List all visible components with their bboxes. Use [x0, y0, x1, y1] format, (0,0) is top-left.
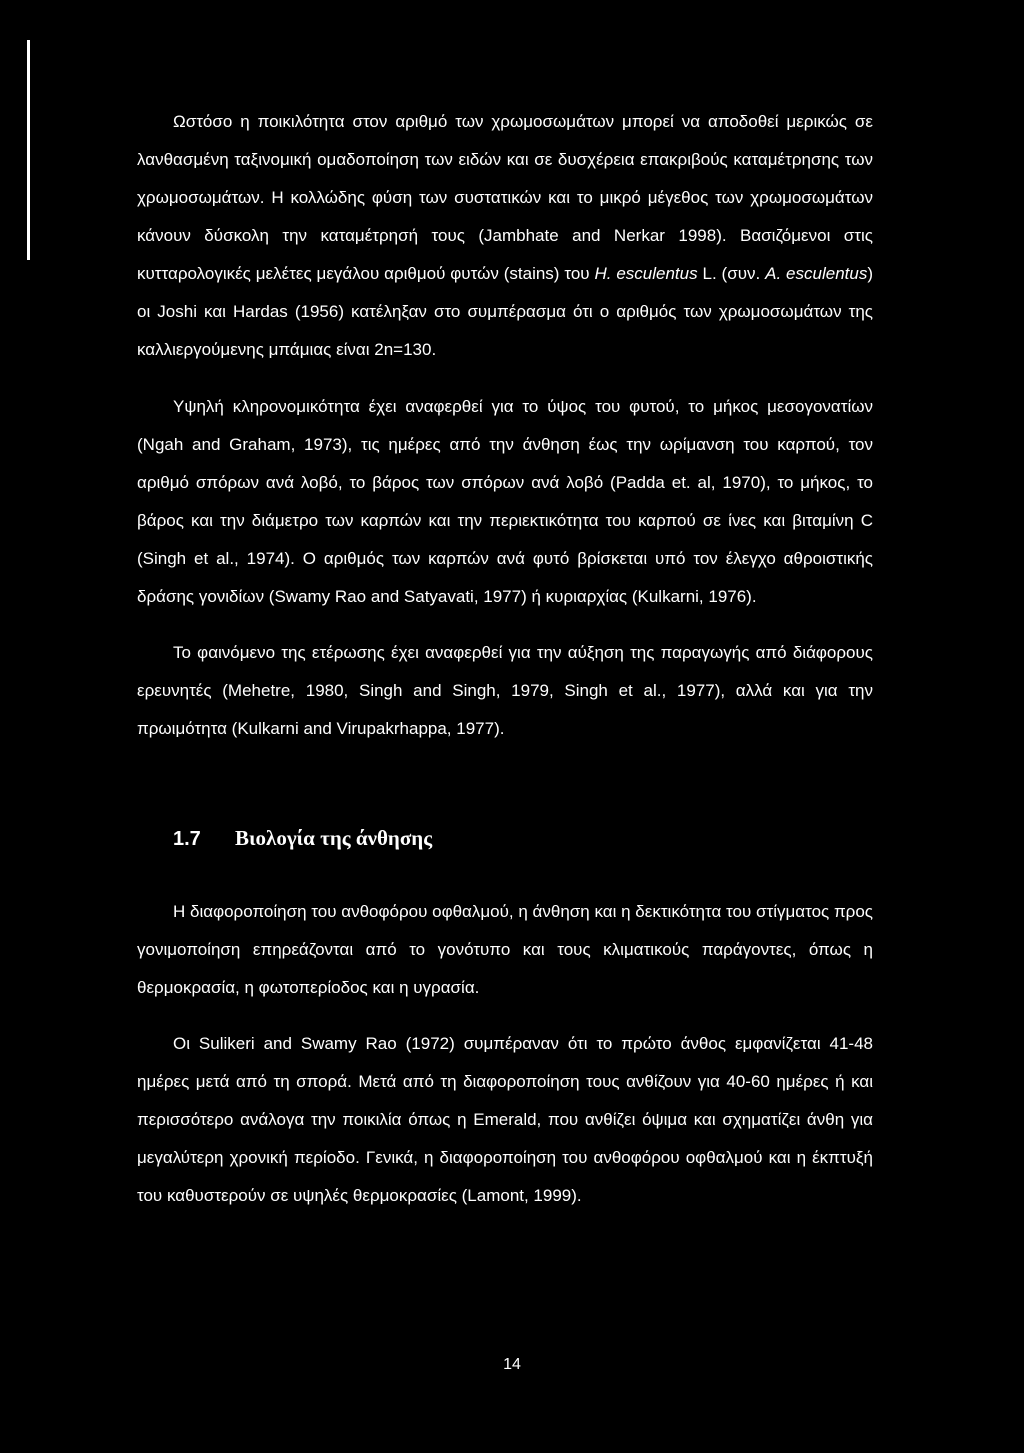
- text-run: Το φαινόμενο της ετέρωσης έχει αναφερθεί για την αύξηση της παραγωγής από διάφορους ερευνητές (Mehetre, 1980, Singh and Singh, 1979, Singh et al., 1977), αλλά και για την πρωιμότητα (Kulkarni and Virupakrhappa, 1977).: [137, 643, 873, 738]
- species-name-italic: H. esculentus: [594, 264, 698, 283]
- scan-edge-line: [27, 40, 30, 260]
- paragraph-first-flower: [137, 1025, 873, 1215]
- section-number: 1.7: [173, 828, 201, 850]
- text-run: Η διαφοροποίηση του ανθοφόρου οφθαλμού, η άνθηση και η δεκτικότητα του στίγματος προς γονιμοποίηση επηρεάζονται από το γονότυπο και τους κλιματικούς παράγοντες, όπως η θερμοκρασία, η φωτοπερίοδος και η υγρασία.: [137, 902, 873, 997]
- paragraph-heritability: [137, 388, 873, 616]
- text-run: L. (συν.: [697, 264, 766, 283]
- section-heading: [137, 818, 873, 859]
- paragraph-heterosis: [137, 634, 873, 748]
- section-title: Βιολογία της άνθησης: [235, 826, 433, 850]
- paragraph-flower-differentiation: [137, 893, 873, 1007]
- text-run: Ωστόσο η ποικιλότητα στον αριθμό των χρωμοσωμάτων μπορεί να αποδοθεί μερικώς σε λανθασμένη ταξινομική ομαδοποίηση των ειδών και σε δυσχέρεια επακριβούς καταμέτρησης των χρωμοσωμάτων. Η κολλώδης φύση των συστατικών και το μικρό μέγεθος των χρωμοσωμάτων κάνουν δύσκολη την καταμέτρησή τους (Jambhate and Nerkar 1998). Βασιζόμενοι στις κυτταρολογικές μελέτες μεγάλου αριθμού φυτών (stains) του: [137, 112, 873, 283]
- page-number: 14: [503, 1356, 521, 1373]
- species-name-italic: A. esculentus: [765, 264, 868, 283]
- page-body: [137, 103, 873, 1215]
- text-run: Υψηλή κληρονομικότητα έχει αναφερθεί για το ύψος του φυτού, το μήκος μεσογονατίων (Ngah and Graham, 1973), τις ημέρες από την άνθηση έως την ωρίμανση του καρπού, τον αριθμό σπόρων ανά λοβό, το βάρος των σπόρων ανά λοβό (Padda et. al, 1970), το μήκος, το βάρος και την διάμετρο των καρπών και την περιεκτικότητα του καρπού σε ίνες και βιταμίνη C (Singh et al., 1974). Ο αριθμός των καρπών ανά φυτό βρίσκεται υπό τον έλεγχο αθροιστικής δράσης γονιδίων (Swamy Rao and Satyavati, 1977) ή κυριαρχίας (Kulkarni, 1976).: [137, 397, 873, 606]
- text-run: Οι Sulikeri and Swamy Rao (1972) συμπέραναν ότι το πρώτο άνθος εμφανίζεται 41-48 ημέρες μετά από τη σπορά. Μετά από τη διαφοροποίηση τους ανθίζουν για 40-60 ημέρες ή και περισσότερο ανάλογα την ποικιλία όπως η Emerald, που ανθίζει όψιμα και σχηματίζει άνθη για μεγαλύτερη χρονική περίοδο. Γενικά, η διαφοροποίηση του ανθοφόρου οφθαλμού και η έκπτυξή του καθυστερούν σε υψηλές θερμοκρασίες (Lamont, 1999).: [137, 1034, 873, 1205]
- text-run: ) οι Joshi και Hardas (1956) κατέληξαν στο συμπέρασμα ότι ο αριθμός των χρωμοσωμάτων της καλλιεργούμενης μπάμιας είναι 2n=130.: [137, 264, 873, 359]
- paragraph-chromosome-count: [137, 103, 873, 369]
